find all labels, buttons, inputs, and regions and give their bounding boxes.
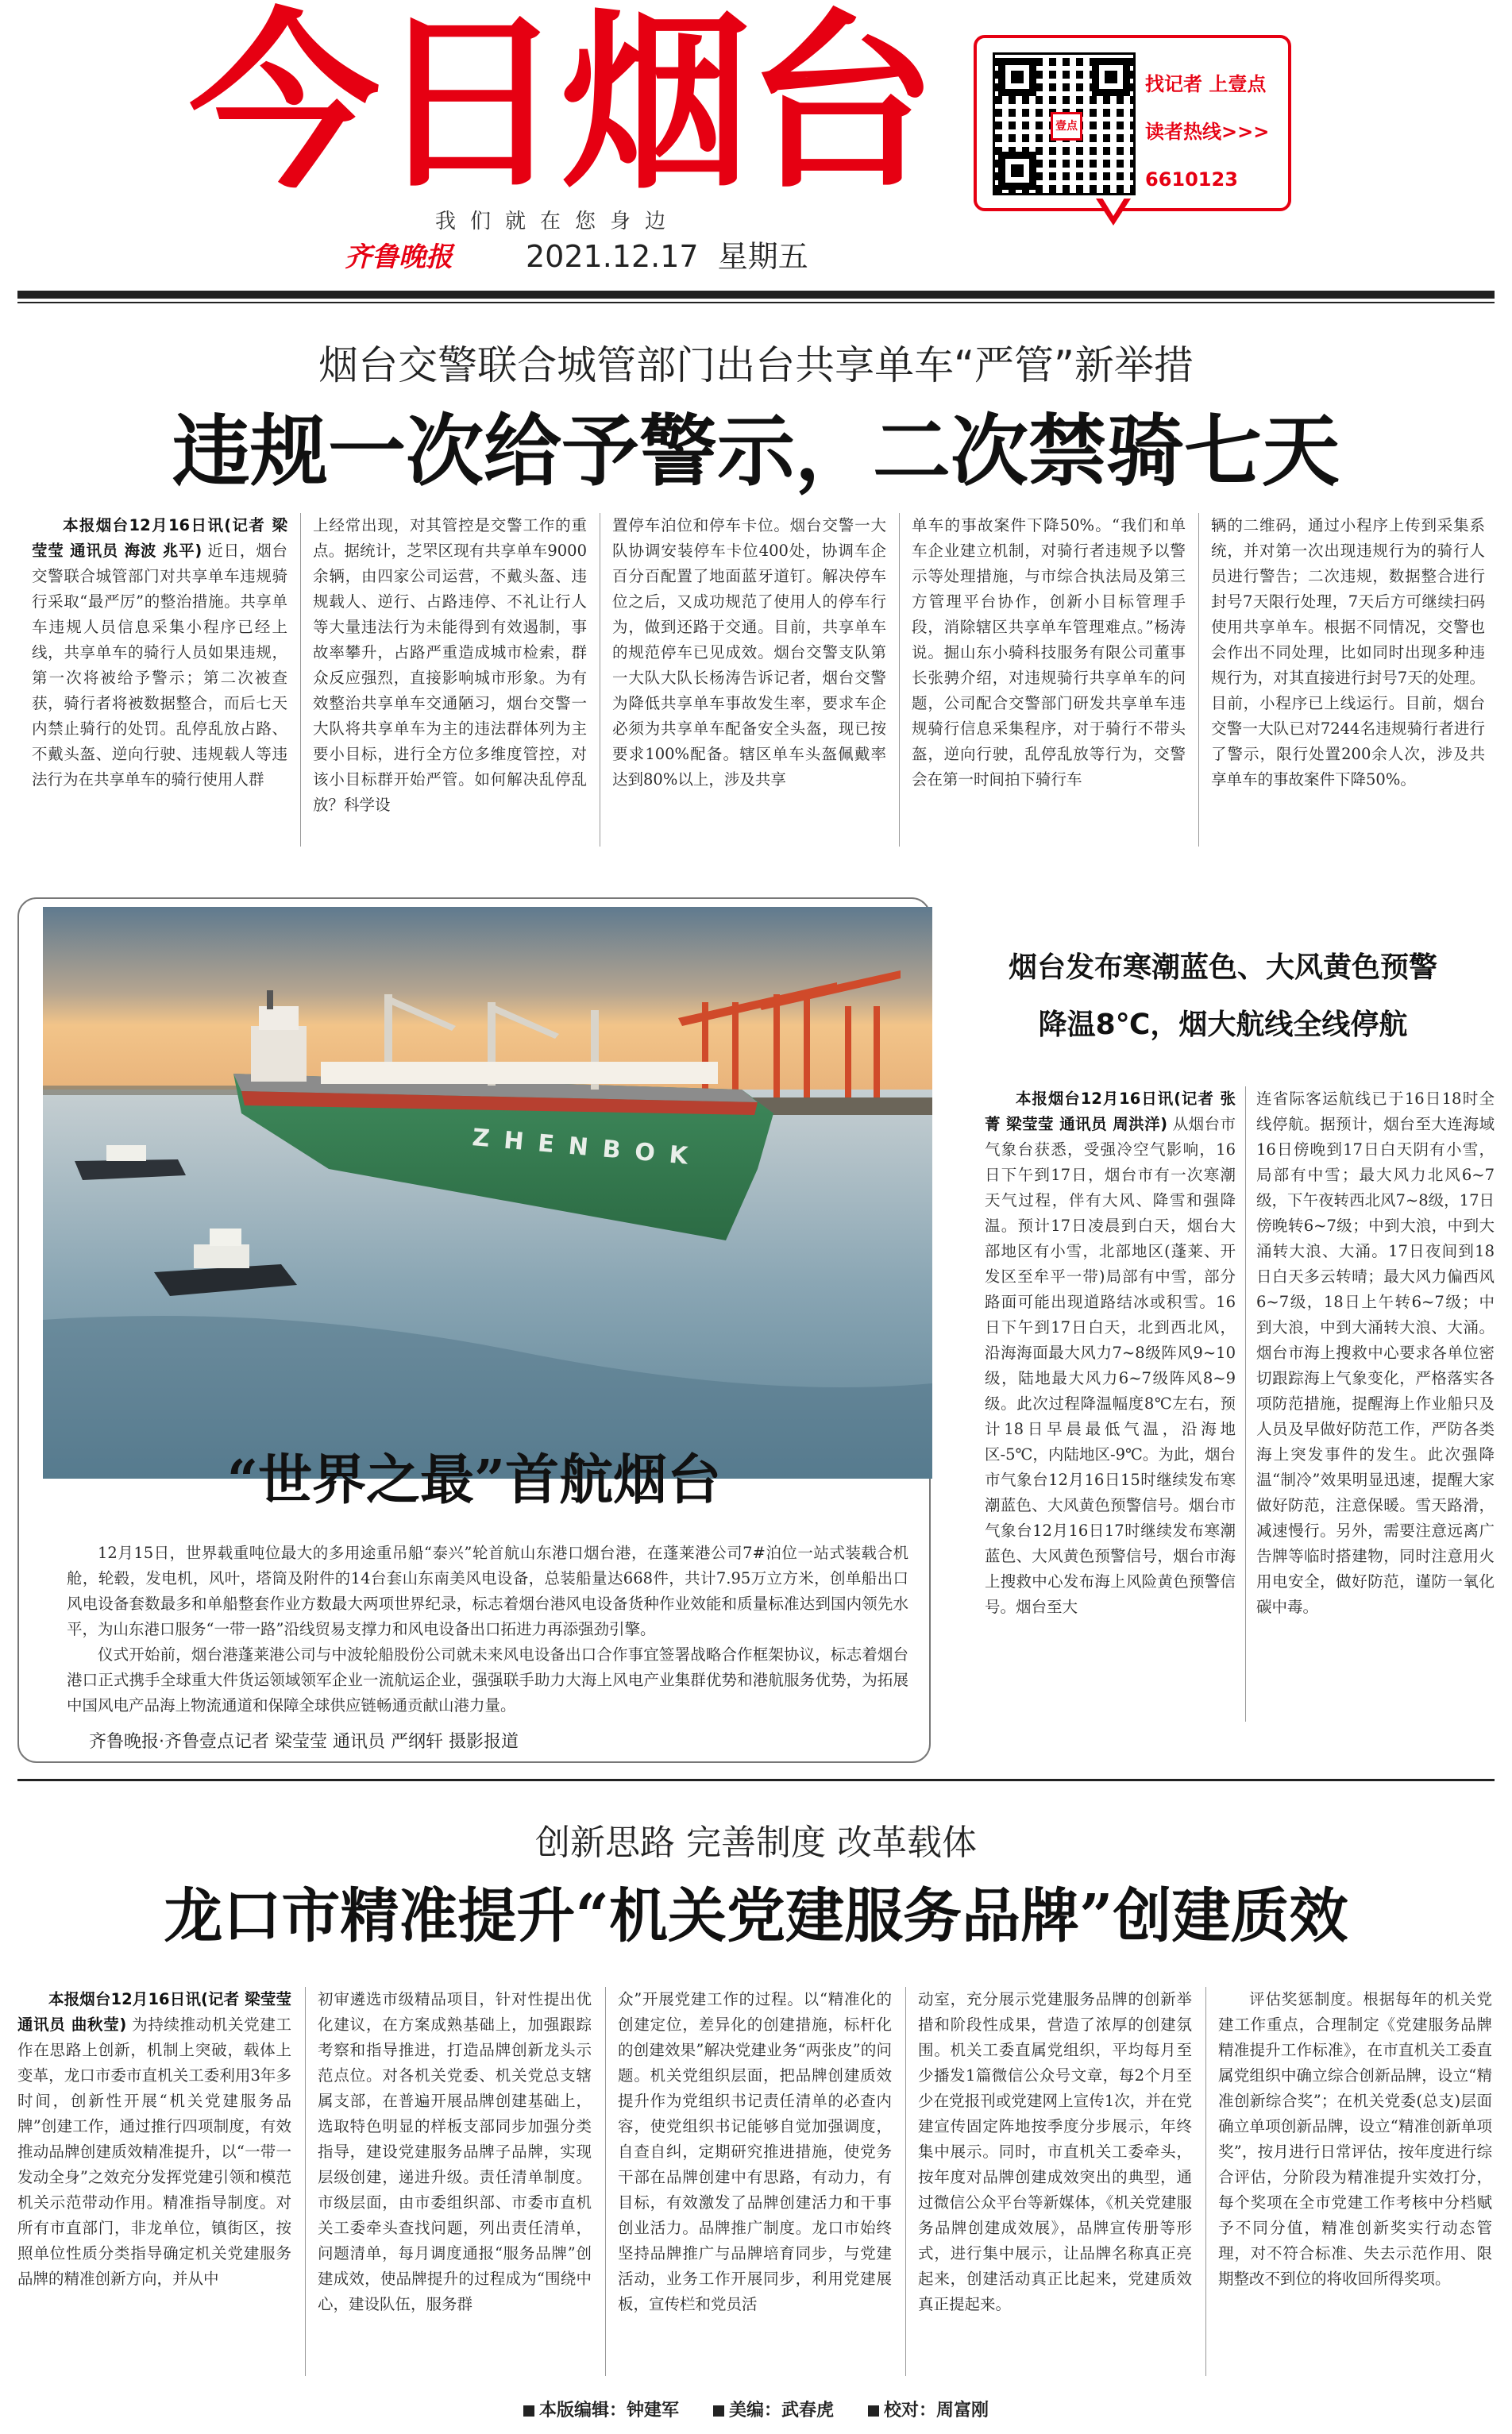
masthead [0, 0, 1512, 310]
issue-weekday: 星期五 [717, 239, 808, 274]
editorial-credits [0, 2397, 1512, 2421]
column-divider [899, 513, 900, 847]
footer-item [523, 2401, 679, 2420]
column-divider [305, 1987, 306, 2376]
dateline [526, 232, 808, 276]
qr-finder-icon [1092, 58, 1130, 96]
story1-body: 辆的二维码，通过小程序上传到采集系统，并对第一次出现违规行为的骑行人员进行警告；二次违规，数据整合进行封号7天限行处理，7天后方可继续扫码使用共享单车。根据不同情况，交警也会作出不同处理，比如同时出现多种违规行为，对其直接进行封号7天的处理。目前，小程序已上线运行。目前，烟台交警一大队已对7244名违规骑行者进行了警示，限行处置200余人次，涉及共享单车的事故案件下降50%。 [1211, 516, 1485, 789]
footer-item [868, 2401, 989, 2420]
footer-designer: 美编：武春虎 [728, 2401, 834, 2420]
story2-body: 连省际客运航线已于16日18时全线停航。据预计，烟台至大连海域16日傍晚到17日白天阴有小雪，局部有中雪；最大风力北风6~7级，下午夜转西北风7~8级，17日傍晚转6~7级；中到大浪，中到大涌转大浪、大涌。17日夜间到18日白天多云转晴；最大风力偏西风6~7级，18日上午转6~7级；中到大浪，中到大涌转大浪、大涌。烟台市海上搜救中心要求各单位密切跟踪海上气象变化，严格落实各项防范措施，提醒海上作业船只及人员及早做好防范工作，严防各类海上突发事件的发生。此次强降温“制冷”效果明显迅速，提醒大家做好防范，注意保暖。雪天路滑，减速慢行。另外，需要注意远离广告牌等临时搭建物，同时注意用火用电安全，做好防范，谨防一氧化碳中毒。 [1256, 1090, 1495, 1616]
photo-caption-paragraph: 12月15日，世界载重吨位最大的多用途重吊船“泰兴”轮首航山东港口烟台港，在蓬莱港公司7#泊位一站式装载合机舱，轮毂，发电机，风叶，塔筒及附件的14台套山东南美风电设备，总装船量达668件，共计7.95万立方米，创单船出口风电设备套数最多和单船整套作业方数最大两项世界纪录，标志着烟台港风电设备货种作业效能和质量标准达到国内领先水平，为山东港口服务“一带一路”沿线贸易支撑力和风电设备出口拓进力再添强劲引擎。 [67, 1544, 908, 1638]
story2-column [1256, 1086, 1495, 1738]
story3-column [1218, 1987, 1492, 2384]
story1-column [912, 513, 1186, 854]
paper-name: 齐鲁晚报 [345, 241, 453, 273]
story3-body: 为持续推动机关党建工作在思路上创新，机制上突破，载体上变革，龙口市委市直机关工委利用3年多时间，创新性开展“机关党建服务品牌”创建工作，通过推行四项制度，有效推动品牌创建质效精准提升，以“一带一发动全身”之效充分发挥党建引领和模范机关示范带动作用。精准指导制度。对所有市直部门，非龙单位，镇街区，按照单位性质分类指导确定机关党建服务品牌的精准创新方向，并从中 [17, 2015, 291, 2288]
speech-bubble-tail-icon [1096, 199, 1131, 226]
story3-column [318, 1987, 592, 2384]
story3-column [918, 1987, 1192, 2384]
photo-story-title: “世界之最”首航烟台 [226, 1448, 722, 1512]
story1-kicker: 烟台交警联合城管部门出台共享单车“严管”新举措 [318, 342, 1194, 388]
column-divider [1198, 513, 1199, 847]
hotline-text [1145, 60, 1288, 203]
ship-photo-illustration [43, 907, 932, 1479]
square-bullet-icon [523, 2405, 534, 2417]
photo-caption [67, 1541, 908, 1718]
footer-proofreader: 校对：周富刚 [884, 2401, 989, 2420]
column-divider [905, 1987, 906, 2376]
story2-headline: 烟台发布寒潮蓝色、大风黄色预警 [1008, 951, 1437, 984]
story3-column [618, 1987, 892, 2384]
masthead-rule [17, 291, 1495, 299]
column-divider [1245, 1086, 1246, 1722]
story3-kicker: 创新思路 完善制度 改革载体 [535, 1823, 977, 1863]
story1-column [1211, 513, 1485, 854]
story1-body: 置停车泊位和停车卡位。烟台交警一大队协调安装停车卡位400处，协调车企百分百配置了地面蓝牙道钉。解决停车位之后，又成功规范了使用人的停车行为，做到还路于交通。目前，共享单车的规范停车已见成效。烟台交警支队第一大队大队长杨涛告诉记者，烟台交警为降低共享单车事故发生率，要求车企必须为共享单车配备安全头盔，现已按要求100%配备。辖区单车头盔佩戴率达到80%以上，涉及共享 [612, 516, 886, 789]
column-divider [300, 513, 301, 847]
square-bullet-icon [868, 2405, 879, 2417]
footer-item [713, 2401, 834, 2420]
story1-column [612, 513, 886, 854]
qr-finder-icon [998, 58, 1036, 96]
story1-column [313, 513, 587, 854]
story3-lead: 本报烟台12月16日讯(记者 梁莹莹 通讯员 曲秋莹) [17, 1990, 291, 2034]
ship-hull-lettering: ZHENBOK [471, 1124, 704, 1172]
story1-body: 单车的事故案件下降50%。“我们和单车企业建立机制，对骑行者违规予以警示等处理措施，与市综合执法局及第三方管理平台协作，创新小目标管理手段，消除辖区共享单车管理难点。”杨涛说。掘山东小骑科技服务有限公司董事长张骋介绍，对违规骑行共享单车的问题，公司配合交警部门研发共享单车违规骑行信息采集程序，对于骑行不带头盔，逆向行驶，乱停乱放等行为，交警会在第一时间拍下骑行车 [912, 516, 1186, 789]
story3-body: 初审遴选市级精品项目，针对性提出优化建议，在方案成熟基础上，加强跟踪考察和指导推进，打造品牌创新龙头示范点位。对各机关党委、机关党总支辖属支部，在普遍开展品牌创建基础上，选取特色明显的样板支部同步加强分类指导，建设党建服务品牌子品牌，实现层级创建，递进升级。责任清单制度。市级层面，由市委组织部、市委市直机关工委牵头查找问题，列出责任清单，问题清单，每月调度通报“服务品牌”创建成效，使品牌提升的过程成为“围绕中心，建设队伍，服务群 [318, 1990, 592, 2313]
story1-body: 上经常出现，对其管控是交警工作的重点。据统计，芝罘区现有共享单车9000余辆，由四家公司运营，不戴头盔、违规载人、逆行、占路违停、不礼让行人等大量违法行为未能得到有效遏制，事故率攀升，占路严重造成城市检索，群众反应强烈，直接影响城市形象。为有效整治共享单车交通陋习，烟台交警一大队将共享单车为主的违法群体列为主要小目标，进行全方位多维度管控，对该小目标群开始严管。如何解决乱停乱放？科学设 [313, 516, 587, 814]
story1-headline: 违规一次给予警示，二次禁骑七天 [172, 406, 1340, 497]
hotline-number: 6610123 [1145, 168, 1238, 191]
story2-headline: 降温8℃，烟大航线全线停航 [1038, 1009, 1408, 1041]
story1-column [32, 513, 287, 854]
story2-lead: 本报烟台12月16日讯(记者 张菁 梁莹莹 通讯员 周洪洋) [985, 1090, 1236, 1133]
footer-editor: 本版编辑：钟建军 [538, 2401, 679, 2420]
section-divider [17, 1779, 1495, 1781]
reader-hotline-box [974, 35, 1291, 211]
qr-center-label: 壹点 [1051, 112, 1082, 141]
column-divider [605, 1987, 606, 2376]
column-divider [1205, 1987, 1206, 2376]
issue-date: 2021.12.17 [526, 239, 699, 274]
hotline-line: 读者热线>>> [1145, 121, 1270, 143]
story3-column [17, 1987, 291, 2384]
photo-caption-paragraph: 仪式开始前，烟台港蓬莱港公司与中波轮船股份公司就未来风电设备出口合作事宜签署战略合作框架协议，标志着烟台港口正式携手全球重大件货运领域领军企业一流航运企业，强强联手助力大海上风电产业集群优势和港航服务优势，为拓展中国风电产品海上物流通道和保障全球供应链畅通贡献山港力量。 [67, 1645, 908, 1715]
story3-headline: 龙口市精准提升“机关党建服务品牌”创建质效 [164, 1882, 1348, 1950]
qr-finder-icon [998, 152, 1036, 190]
square-bullet-icon [713, 2405, 724, 2417]
story3-body: 众”开展党建工作的过程。以“精准化的创建定位，差异化的创建措施，标杆化的创建效果”解决党建业务“两张皮”的问题。机关党组织层面，把品牌创建质效提升作为党组织书记责任清单的必查内容，使党组织书记能够自觉加强调度，自查自纠，定期研究推进措施，使党务干部在品牌创建中有思路，有动力，有目标，有效激发了品牌创建活力和干事创业活力。品牌推广制度。龙口市始终坚持品牌推广与品牌培育同步，与党建活动，业务工作开展同步，利用党建展板，宣传栏和党员活 [618, 1990, 892, 2313]
story1-lead: 本报烟台12月16日讯(记者 梁莹莹 通讯员 海波 兆平) [32, 516, 287, 560]
story3-body: 评估奖惩制度。根据每年的机关党建工作重点，合理制定《党建服务品牌精准提升工作标准》，在市直机关工委直属党组织中确立综合创新品牌，设立“精准创新综合奖”；在机关党委(总支)层面确立单项创新品牌，设立“精准创新单项奖”，按月进行日常评估，按年度进行综合评估，分阶段为精准提升实效打分，每个奖项在全市党建工作考核中分档赋予不同分值，精准创新奖实行动态管理，对不符合标准、失去示范作用、限期整改不到位的将收回所得奖项。 [1218, 1990, 1492, 2288]
photo-credit: 齐鲁晚报·齐鲁壹点记者 梁莹莹 通讯员 严纲轩 摄影报道 [89, 1732, 519, 1752]
newspaper-logo: 今日烟台 [189, 0, 933, 214]
story3-body: 动室，充分展示党建服务品牌的创新举措和阶段性成果，营造了浓厚的创建氛围。机关工委直属党组织，平均每月至少播发1篇微信公众号文章，每2个月至少在党报刊或党建网上宣传1次，并在党建宣传固定阵地按季度分步展示，年终集中展示。同时，市直机关工委牵头，按年度对品牌创建成效突出的典型，通过微信公众平台等新媒体，《机关党建服务品牌创建成效展》，品牌宣传册等形式，进行集中展示，让品牌名称真正亮起来，创建活动真正比起来，党建质效真正提起来。 [918, 1990, 1192, 2313]
hotline-line: 找记者 上壹点 [1145, 73, 1267, 95]
masthead-rule-thin [17, 302, 1495, 303]
story1-body: 近日，烟台交警联合城管部门对共享单车违规骑行采取“最严厉”的整治措施。共享单车违规人员信息采集小程序已经上线，共享单车的骑行人员如果违规，第一次将被给予警示；第二次被查获，骑行者将被数据整合，而后七天内禁止骑行的处罚。乱停乱放占路、不戴头盔、逆向行驶、违规载人等违法行为在共享单车的骑行使用人群 [32, 542, 287, 789]
slogan: 我们就在您身边 [435, 210, 681, 233]
story2-column [985, 1086, 1236, 1738]
ship-photo [43, 907, 932, 1479]
qr-code-icon [993, 52, 1136, 195]
story2-body: 从烟台市气象台获悉，受强冷空气影响，16日下午到17日，烟台市有一次寒潮天气过程，伴有大风、降雪和强降温。预计17日凌晨到白天，烟台大部地区有小雪，北部地区(蓬莱、开发区至牟平一带)局部有中雪，部分路面可能出现道路结冰或积雪。16日下午到17日白天，北到西北风，沿海海面最大风力7~8级阵风9~10级，陆地最大风力6~7级阵风8~9级。此次过程降温幅度8℃左右，预计18日早晨最低气温，沿海地区-5℃，内陆地区-9℃。为此，烟台市气象台12月16日15时继续发布寒潮蓝色、大风黄色预警信号。烟台市气象台12月16日17时继续发布寒潮蓝色、大风黄色预警信号，烟台市海上搜救中心发布海上风险黄色预警信号。烟台至大 [985, 1115, 1236, 1616]
